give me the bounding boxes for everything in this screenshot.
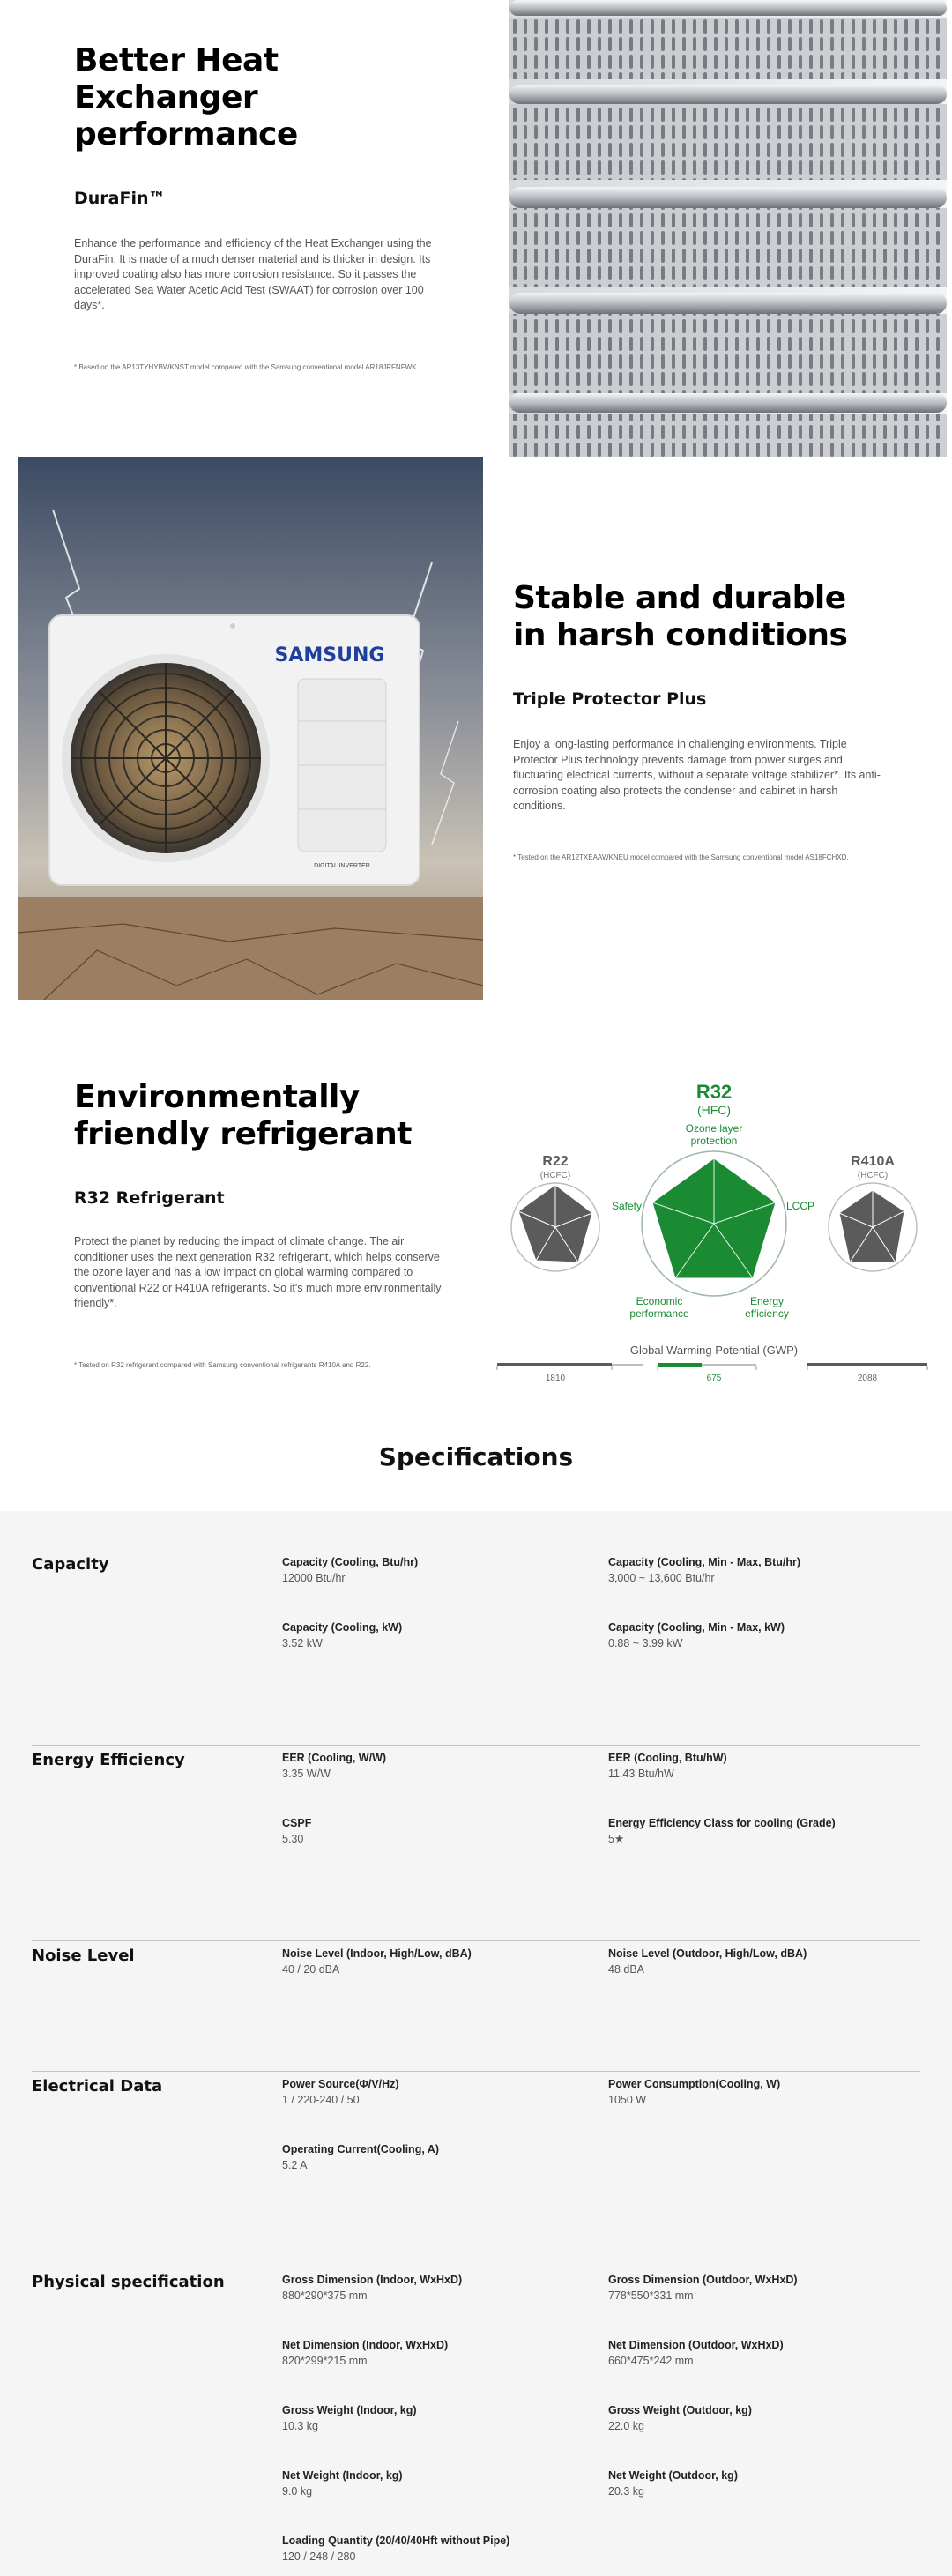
axis-safety-label: Safety xyxy=(611,1200,642,1212)
r32-label: R32 xyxy=(695,1081,733,1103)
gwp-bar-r32 xyxy=(658,1363,702,1367)
axis-lccp-label: LCCP xyxy=(786,1200,815,1212)
spec-value: 3,000 ~ 13,600 Btu/hr xyxy=(608,1572,715,1584)
digital-inverter-tag: DIGITAL INVERTER xyxy=(314,863,370,869)
section-body: Enhance the performance and efficiency of the Heat Exchanger using the DuraFin. It is made of a much denser material and is thicker in design. Its improved coating also has more corrosion resistance. So it passes the accelerated Sea Water Acetic Acid Test (SWAAT) for corrosion over 100 days*. xyxy=(74,237,432,311)
r410a-type: (HCFC) xyxy=(857,1171,889,1180)
spec-value: 3.52 kW xyxy=(282,1637,323,1649)
section-title: Environmentally friendly refrigerant xyxy=(74,1079,412,1152)
spec-label: Power Consumption(Cooling, W) xyxy=(608,2078,781,2090)
spec-value: 5.30 xyxy=(282,1833,304,1845)
spec-value: 120 / 248 / 280 xyxy=(282,2550,356,2563)
outdoor-unit-illustration xyxy=(18,457,483,1000)
spec-group-noise-level xyxy=(32,1947,920,2072)
r32-type: (HFC) xyxy=(696,1103,732,1117)
section-subtitle: R32 Refrigerant xyxy=(74,1188,225,1208)
spec-value: 1050 W xyxy=(608,2094,647,2106)
section-title: Better Heat Exchanger performance xyxy=(74,42,298,153)
spec-value: 1 / 220-240 / 50 xyxy=(282,2094,360,2106)
spec-item xyxy=(282,2403,564,2435)
spec-item xyxy=(608,1816,890,1848)
spec-item xyxy=(282,2338,564,2370)
axis-economic-label-2: performance xyxy=(629,1307,689,1320)
durable-section xyxy=(0,457,952,1000)
spec-label: EER (Cooling, W/W) xyxy=(282,1752,387,1764)
heat-exchanger-section xyxy=(0,0,952,457)
spec-divider xyxy=(32,1745,920,1746)
spec-value: 660*475*242 mm xyxy=(608,2355,694,2367)
spec-value: 20.3 kg xyxy=(608,2485,645,2498)
axis-energy-label-1: Energy xyxy=(749,1295,785,1307)
spec-item xyxy=(608,1555,890,1587)
spec-label: Gross Weight (Indoor, kg) xyxy=(282,2404,417,2416)
spec-label: Capacity (Cooling, kW) xyxy=(282,1621,403,1634)
gwp-title: Global Warming Potential (GWP) xyxy=(629,1344,799,1357)
spec-value: 22.0 kg xyxy=(608,2420,645,2432)
spec-group-energy-efficiency xyxy=(32,1751,920,1941)
outdoor-unit-image xyxy=(18,457,483,1000)
spec-item xyxy=(608,1751,890,1783)
spec-divider xyxy=(32,2071,920,2072)
spec-label: Noise Level (Outdoor, High/Low, dBA) xyxy=(608,1947,807,1960)
spec-category-label: Noise Level xyxy=(32,1947,135,1965)
spec-label: Operating Current(Cooling, A) xyxy=(282,2143,439,2155)
section-body: Protect the planet by reducing the impact of climate change. The air conditioner uses the next generation R32 refrigerant, which helps conserve the ozone layer and has a low impact on global warming compared to conventional R22 or R410A refrigerants. So it's much more environmentally friendly*. xyxy=(74,1235,442,1309)
spec-group-physical-specification xyxy=(32,2273,920,2576)
spec-group-electrical-data xyxy=(32,2077,920,2267)
spec-label: EER (Cooling, Btu/hW) xyxy=(608,1752,727,1764)
section-subtitle: DuraFin™ xyxy=(74,189,166,208)
r22-type: (HCFC) xyxy=(539,1171,571,1180)
gwp-value-r22: 1810 xyxy=(545,1374,566,1383)
axis-ozone-label-2: protection xyxy=(690,1135,738,1147)
spec-value: 5★ xyxy=(608,1833,625,1845)
refrigerant-comparison-diagram xyxy=(494,1079,934,1393)
spec-value: 9.0 kg xyxy=(282,2485,313,2498)
gwp-bar-r22 xyxy=(497,1363,612,1366)
gwp-value-r32: 675 xyxy=(706,1374,722,1383)
spec-label: Net Dimension (Indoor, WxHxD) xyxy=(282,2339,449,2351)
spec-item xyxy=(282,2273,564,2304)
axis-economic-label-1: Economic xyxy=(636,1295,683,1307)
spec-value: 11.43 Btu/hW xyxy=(608,1768,674,1780)
spec-value: 880*290*375 mm xyxy=(282,2289,368,2302)
spec-label: Energy Efficiency Class for cooling (Grade) xyxy=(608,1817,836,1829)
spec-item xyxy=(282,1751,564,1783)
section-subtitle: Triple Protector Plus xyxy=(513,689,707,709)
spec-item xyxy=(282,1947,564,1978)
durable-text xyxy=(513,580,883,861)
spec-value: 3.35 W/W xyxy=(282,1768,331,1780)
spec-value: 40 / 20 dBA xyxy=(282,1963,340,1976)
gwp-bar-r410a xyxy=(807,1363,927,1366)
spec-category-label: Capacity xyxy=(32,1555,109,1574)
spec-label: Capacity (Cooling, Min - Max, kW) xyxy=(608,1621,785,1634)
spec-value: 0.88 ~ 3.99 kW xyxy=(608,1637,683,1649)
spec-label: Net Dimension (Outdoor, WxHxD) xyxy=(608,2339,784,2351)
heat-exchanger-text xyxy=(74,42,453,371)
section-footnote: * Tested on R32 refrigerant compared with Samsung conventional refrigerants R410A and R22. xyxy=(74,1360,371,1369)
spec-item xyxy=(608,2338,890,2370)
samsung-logo: SAMSUNG xyxy=(274,644,385,666)
axis-ozone-label-1: Ozone layer xyxy=(685,1122,743,1135)
spec-item xyxy=(608,2468,890,2500)
heat-exchanger-fins-image xyxy=(509,0,947,457)
section-body: Enjoy a long-lasting performance in challenging environments. Triple Protector Plus technology prevents damage from power surges and fluctuating electrical currents, without a separate voltage stabilizer*. Its anti-corrosion coating also protects the condenser and cabinet in harsh conditions. xyxy=(513,738,881,812)
spec-value: 48 dBA xyxy=(608,1963,645,1976)
spec-label: Gross Dimension (Outdoor, WxHxD) xyxy=(608,2274,798,2286)
gwp-value-r410a: 2088 xyxy=(857,1374,878,1383)
spec-label: Net Weight (Indoor, kg) xyxy=(282,2469,403,2482)
spec-category-label: Electrical Data xyxy=(32,2077,163,2096)
spec-item xyxy=(282,2077,564,2109)
spec-label: CSPF xyxy=(282,1817,312,1829)
section-footnote: * Based on the AR13TYHYBWKNST model compared with the Samsung conventional model AR18JRFNFWK. xyxy=(74,362,419,371)
spec-value: 778*550*331 mm xyxy=(608,2289,694,2302)
spec-label: Capacity (Cooling, Min - Max, Btu/hr) xyxy=(608,1556,801,1568)
specifications-title: Specifications xyxy=(378,1442,574,1471)
spec-value: 10.3 kg xyxy=(282,2420,319,2432)
section-footnote: * Tested on the AR12TXEAAWKNEU model compared with the Samsung conventional model AS18FCHXD. xyxy=(513,852,849,861)
spec-item xyxy=(282,2142,564,2174)
spec-item xyxy=(608,1947,890,1978)
spec-item xyxy=(608,2403,890,2435)
spec-divider xyxy=(32,1940,920,1941)
axis-energy-label-2: efficiency xyxy=(745,1307,789,1320)
spec-group-capacity xyxy=(32,1555,920,1746)
spec-item xyxy=(608,2077,890,2109)
spec-label: Capacity (Cooling, Btu/hr) xyxy=(282,1556,419,1568)
specifications-panel xyxy=(0,1511,952,2576)
spec-item xyxy=(282,2534,635,2565)
spec-label: Power Source(Φ/V/Hz) xyxy=(282,2078,399,2090)
spec-item xyxy=(608,1620,890,1652)
spec-value: 5.2 A xyxy=(282,2159,308,2171)
spec-label: Gross Dimension (Indoor, WxHxD) xyxy=(282,2274,463,2286)
spec-item xyxy=(282,1620,564,1652)
refrigerant-section xyxy=(0,1058,952,1393)
spec-category-label: Physical specification xyxy=(32,2273,225,2291)
r22-label: R22 xyxy=(542,1154,569,1169)
spec-value: 820*299*215 mm xyxy=(282,2355,368,2367)
spec-item xyxy=(282,1555,564,1587)
spec-label: Loading Quantity (20/40/40Hft without Pipe) xyxy=(282,2535,510,2547)
spec-label: Net Weight (Outdoor, kg) xyxy=(608,2469,738,2482)
spec-value: 12000 Btu/hr xyxy=(282,1572,346,1584)
refrigerant-text xyxy=(74,1079,453,1369)
spec-label: Gross Weight (Outdoor, kg) xyxy=(608,2404,752,2416)
section-title: Stable and durable in harsh conditions xyxy=(513,580,848,653)
spec-item xyxy=(282,2468,564,2500)
spec-item xyxy=(608,2273,890,2304)
r410a-radar-shape xyxy=(839,1190,904,1262)
spec-label: Noise Level (Indoor, High/Low, dBA) xyxy=(282,1947,472,1960)
fins-illustration xyxy=(509,0,947,457)
r410a-label: R410A xyxy=(851,1154,895,1169)
spec-category-label: Energy Efficiency xyxy=(32,1751,185,1769)
spec-item xyxy=(282,1816,564,1848)
